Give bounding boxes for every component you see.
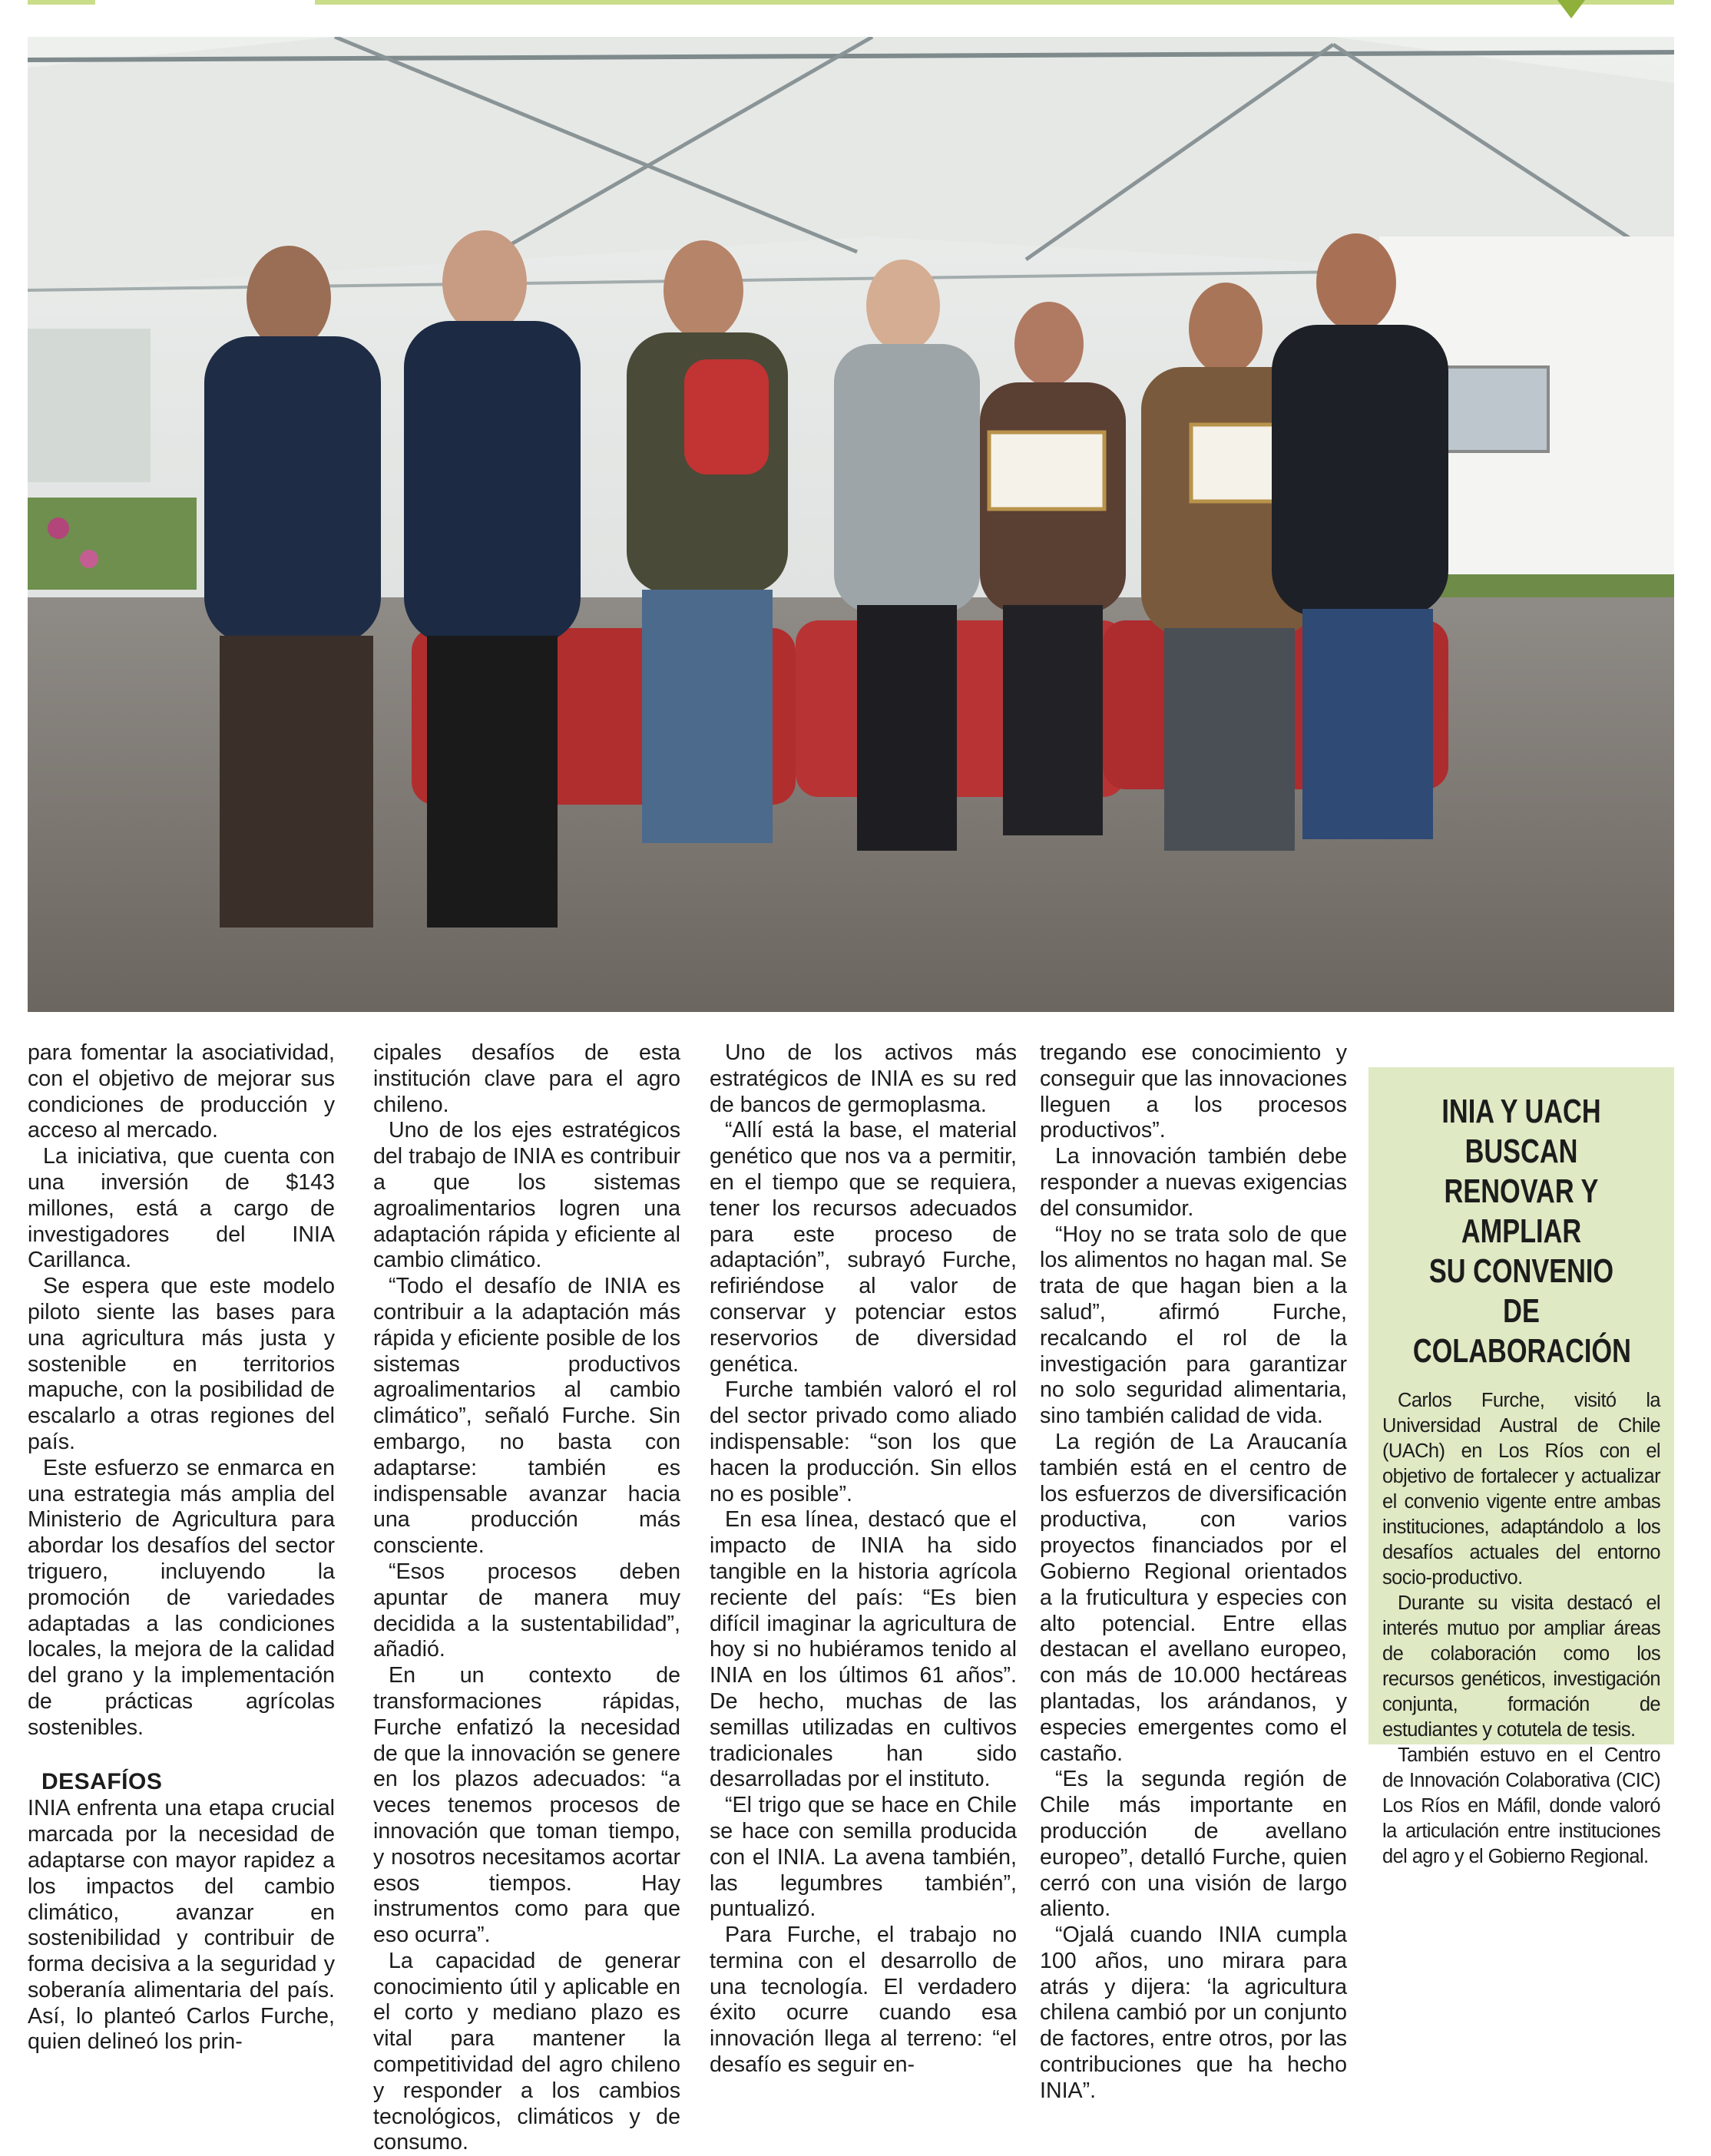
paragraph: La región de La Araucanía también está en el centro de los esfuerzos de diversificación productiva, con varios proyectos financiados por el Gobierno Regional orientados a la fruticultura y especies con alto potencial. Entre ellas destacan el avellano europeo, con más de 10.000 hectáreas plantadas, los arándanos, y especies emergentes como el castaño. (1040, 1429, 1347, 1766)
column-3 (710, 1040, 1017, 2078)
top-accent-triangle (1557, 0, 1585, 18)
sidebar-title-line: SU CONVENIO DE (1428, 1252, 1614, 1330)
section-heading: DESAFÍOS (41, 1768, 163, 1794)
paragraph: para fomentar la asociatividad, con el objetivo de mejorar sus condiciones de producción y acceso al mercado. (28, 1040, 335, 1143)
paragraph: Uno de los ejes estratégicos del trabajo de INIA es contribuir a que los sistemas agroalimentarios logren una adaptación rápida y eficiente al cambio climático. (373, 1118, 680, 1273)
sidebar-paragraph: Carlos Furche, visitó la Universidad Austral de Chile (UACh) en Los Ríos con el objetivo de fortalecer y actualizar el convenio vigente entre ambas instituciones, adaptándolo a los desafíos actuales del entorno socio-productivo. (1382, 1390, 1660, 1589)
paragraph: INIA enfrenta una etapa crucial marcada por la necesidad de adaptarse con mayor rapidez a los impactos del cambio climático, avanzar en sostenibilidad y contribuir de forma decisiva a la seguridad y soberanía alimentaria del país. Así, lo planteó Carlos Furche, quien delineó los prin- (28, 1796, 335, 2055)
sidebar-title (1413, 1092, 1630, 1371)
paragraph: tregando ese conocimiento y conseguir que las innovaciones lleguen a los procesos productivos”. (1040, 1040, 1347, 1143)
sidebar-title-line: INIA Y UACH BUSCAN (1441, 1093, 1601, 1170)
column-1 (28, 1040, 335, 2055)
paragraph: “Es la segunda región de Chile más importante en producción de avellano europeo”, detalló Furche, quien cerró con una visión de largo aliento. (1040, 1767, 1347, 1922)
column-2 (373, 1040, 680, 2156)
paragraph: La capacidad de generar conocimiento útil y aplicable en el corto y mediano plazo es vital para mantener la competitividad del agro chileno y responder a los cambios tecnológicos, climáticos y de consumo. (373, 1948, 680, 2155)
paragraph: La iniciativa, que cuenta con una inversión de $143 millones, está a cargo de investigadores del INIA Carillanca. (28, 1144, 335, 1273)
column-4 (1040, 1040, 1347, 2105)
paragraph: En un contexto de transformaciones rápidas, Furche enfatizó la necesidad de que la innovación se genere en los plazos adecuados: “a veces tenemos procesos de innovación que toman tiempo, y nosotros necesitamos acortar esos tiempos. Hay instrumentos como para que eso ocurra”. (373, 1663, 680, 1948)
sidebar-title-line: COLABORACIÓN (1412, 1332, 1631, 1370)
paragraph: cipales desafíos de esta institución clave para el agro chileno. (373, 1040, 680, 1117)
paragraph: Se espera que este modelo piloto siente las bases para una agricultura más justa y sostenible en territorios mapuche, con la posibilidad de escalarlo a otras regiones del país. (28, 1274, 335, 1454)
paragraph: Furche también valoró el rol del sector privado como aliado indispensable: “son los que hacen la producción. Sin ellos no es posible”. (710, 1377, 1017, 1506)
paragraph: “Todo el desafío de INIA es contribuir a la adaptación más rápida y eficiente posible de los sistemas productivos agroalimentarios al cambio climático”, señaló Furche. Sin embargo, no basta con adaptarse: también es indispensable avanzar hacia una producción más consciente. (373, 1274, 680, 1559)
paragraph: Uno de los activos más estratégicos de INIA es su red de bancos de germoplasma. (710, 1040, 1017, 1117)
paragraph: “Allí está la base, el material genético que nos va a permitir, en el tiempo que se requiera, tener los recursos adecuados para este proceso de adaptación”, subrayó Furche, refiriéndose al valor de conservar y potenciar estos reservorios de diversidad genética. (710, 1118, 1017, 1377)
paragraph: Para Furche, el trabajo no termina con el desarrollo de una tecnología. El verdadero éxito ocurre cuando esa innovación llega al terreno: “el desafío es seguir en- (710, 1923, 1017, 2078)
sidebar-box (1368, 1067, 1674, 1867)
paragraph: “El trigo que se hace en Chile se hace con semilla producida con el INIA. La avena también, las legumbres también”, puntualizó. (710, 1793, 1017, 1922)
paragraph: “Esos procesos deben apuntar de manera muy decidida a la sustentabilidad”, añadió. (373, 1559, 680, 1662)
top-accent-bar (315, 0, 1674, 5)
top-accent-left (28, 0, 95, 5)
paragraph: “Ojalá cuando INIA cumpla 100 años, uno mirara para atrás y dijera: ‘la agricultura chilena cambió por un conjunto de factores, entre otros, por las contribuciones que ha hecho INIA”. (1040, 1923, 1347, 2103)
sidebar-paragraph: Durante su visita destacó el interés mutuo por ampliar áreas de colaboración como los recursos genéticos, investigación conjunta, formación de estudiantes y cotutela de tesis. (1382, 1592, 1660, 1741)
paragraph: La innovación también debe responder a nuevas exigencias del consumidor. (1040, 1144, 1347, 1221)
paragraph: En esa línea, destacó que el impacto de INIA ha sido tangible en la historia agrícola reciente del país: “Es bien difícil imaginar la agricultura de hoy si no hubiéramos tenido al INIA en los últimos 61 años”. De hecho, muchas de las semillas utilizadas en cultivos tradicionales han sido desarrolladas por el instituto. (710, 1507, 1017, 1792)
article-photo (28, 37, 1674, 1012)
sidebar-title-line: RENOVAR Y AMPLIAR (1444, 1172, 1599, 1250)
paragraph: Este esfuerzo se enmarca en una estrategia más amplia del Ministerio de Agricultura para abordar los desafíos del sector triguero, incluyendo la promoción de variedades adaptadas a las condiciones locales, la mejora de la calidad del grano y la implementación de prácticas agrícolas sostenibles. (28, 1455, 335, 1740)
photo-illustration (28, 37, 1674, 1012)
sidebar-paragraph: También estuvo en el Centro de Innovación Colaborativa (CIC) Los Ríos en Máfil, donde valoró la articulación entre instituciones del agro y el Gobierno Regional. (1382, 1744, 1660, 1867)
sidebar-body (1382, 1388, 1660, 1870)
paragraph: “Hoy no se trata solo de que los alimentos no hagan mal. Se trata de que hagan bien a la salud”, afirmó Furche, recalcando el rol de la investigación para garantizar no solo seguridad alimentaria, sino también calidad de vida. (1040, 1222, 1347, 1429)
